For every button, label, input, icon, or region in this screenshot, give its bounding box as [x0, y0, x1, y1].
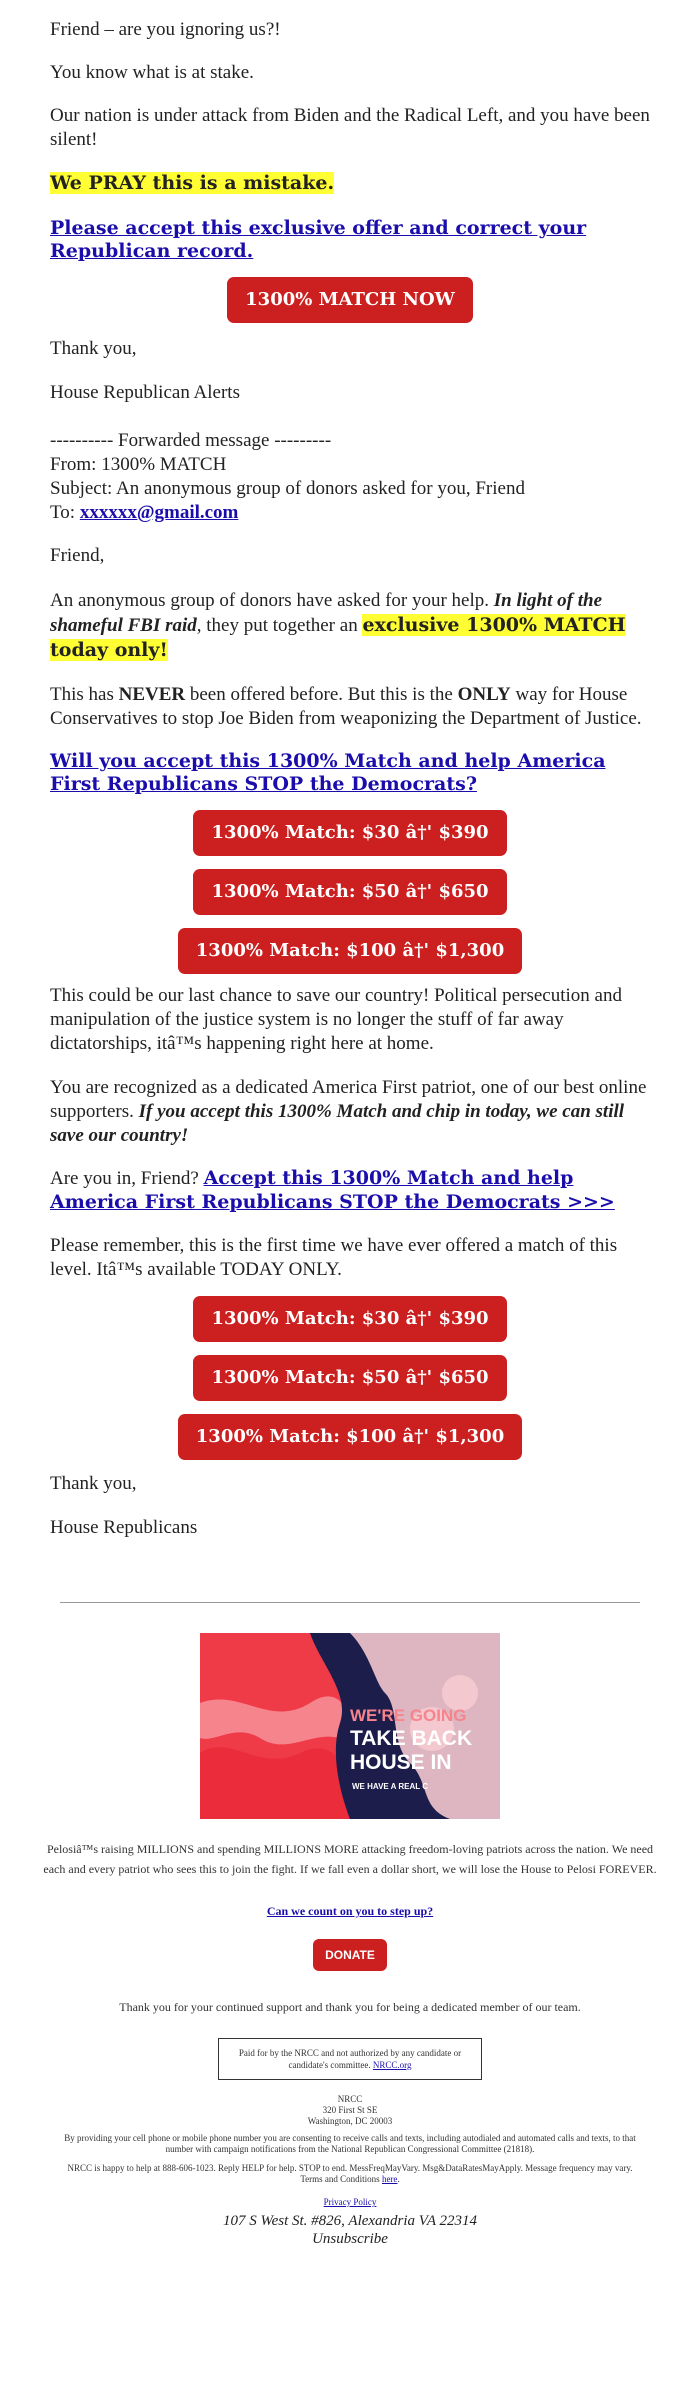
donors-paragraph — [50, 589, 650, 663]
privacy-policy-link[interactable]: Privacy Policy — [323, 2197, 377, 2207]
help-text: NRCC is happy to help at 888-606-1023. Reply HELP for help. STOP to end. MessFreqMayVary. Msg&DataRatesMayApply. Message frequency may vary. Terms and Conditions — [67, 2163, 633, 2184]
help-text-row: NRCC is happy to help at 888-606-1023. Reply HELP for help. STOP to end. MessFreqMayVary. Msg&DataRatesMayApply. Message frequency may vary. Terms and Conditions here. — [67, 2163, 633, 2184]
footer — [40, 1839, 660, 2248]
donors-mid: , they put together an — [196, 615, 363, 636]
never-post: way for House Conservatives to stop Joe Biden from weaponizing the Department of Justice. — [50, 684, 642, 729]
accept-match-link-2[interactable]: Accept this 1300% Match and help America First Republicans STOP the Democrats >>> — [50, 1167, 615, 1213]
never-bold: NEVER — [118, 684, 186, 705]
match-30-button-2[interactable]: 1300% Match: $30 â†' $390 — [193, 1296, 506, 1342]
paid-for-text: Paid for by the NRCC and not authorized by any candidate or candidate's committee. — [238, 2048, 462, 2070]
match-50-button-2[interactable]: 1300% Match: $50 â†' $650 — [193, 1355, 506, 1401]
match-30-button[interactable]: 1300% Match: $30 â†' $390 — [193, 810, 506, 856]
match-now-button[interactable]: 1300% MATCH NOW — [227, 277, 473, 323]
attack-text: Our nation is under attack from Biden and the Radical Left, and you have been silent! — [50, 105, 650, 150]
remember-paragraph: Please remember, this is the first time we have ever offered a match of this level. Itâ™s available TODAY ONLY. — [50, 1235, 618, 1280]
pray-highlight: We PRAY this is a mistake. — [50, 172, 335, 194]
accept-match-link[interactable]: Will you accept this 1300% Match and help America First Republicans STOP the Democrats? — [50, 750, 606, 795]
subject-line: Subject: An anonymous group of donors asked for you, Friend — [50, 478, 525, 499]
are-you-in-text: Are you in, Friend? — [50, 1168, 204, 1189]
hero-image — [200, 1633, 500, 1819]
to-line — [50, 501, 650, 525]
addr-line-2: 320 First St SE — [322, 2105, 378, 2115]
to-email-link[interactable]: xxxxxx@gmail.com — [79, 502, 239, 523]
paid-for-box — [218, 2038, 482, 2080]
consent-text: By providing your cell phone or mobile phone number you are consenting to receive calls and texts, including autodialed and automated calls and texts, to that number with campaign notifications from the National Republican Congressional Committee (21818). — [64, 2133, 636, 2154]
step-up-link[interactable]: Can we count on you to step up? — [266, 1904, 434, 1918]
recognized-pre: You are recognized as a dedicated America First patriot, one of our best online supporters. — [50, 1077, 647, 1122]
thank-you-text-2: Thank you, — [50, 1473, 137, 1494]
hero-text-3: HOUSE IN — [350, 1751, 452, 1774]
sender-name: House Republican Alerts — [50, 382, 240, 403]
never-mid: been offered before. But this is the — [185, 684, 458, 705]
match-100-button-2[interactable]: 1300% Match: $100 â†' $1,300 — [178, 1414, 522, 1460]
addr-line-3: Washington, DC 20003 — [307, 2116, 393, 2126]
street-address: 107 S West St. #826, Alexandria VA 22314 — [222, 2213, 478, 2229]
hero-text-1: WE'RE GOING — [350, 1706, 467, 1725]
offer-link[interactable]: Please accept this exclusive offer and correct your Republican record. — [50, 217, 587, 262]
pelosi-paragraph: Pelosiâ™s raising MILLIONS and spending MILLIONS MORE attacking freedom-loving patriots across the nation. We need each and every patriot who sees this to join the fight. If we fall even a dollar short, we will lose the House to Pelosi FOREVER. — [43, 1842, 657, 1876]
terms-link[interactable]: here — [381, 2174, 398, 2184]
greeting: Friend – are you ignoring us?! — [50, 19, 281, 40]
never-paragraph — [50, 683, 650, 731]
unsubscribe-link[interactable]: Unsubscribe — [312, 2231, 388, 2247]
sender-name-2: House Republicans — [50, 1517, 198, 1538]
match-100-button[interactable]: 1300% Match: $100 â†' $1,300 — [178, 928, 522, 974]
donors-intro: An anonymous group of donors have asked for your help. — [50, 590, 494, 611]
forwarded-header: ---------- Forwarded message --------- — [50, 430, 332, 451]
recognized-emphasis: If you accept this 1300% Match and chip in today, we can still save our country! — [50, 1101, 625, 1146]
from-line: From: 1300% MATCH — [50, 454, 227, 475]
thank-you-text: Thank you, — [50, 338, 137, 359]
thanks-text: Thank you for your continued support and thank you for being a dedicated member of our team. — [119, 2000, 581, 2014]
addr-line-1: NRCC — [337, 2094, 363, 2104]
stakes-text: You know what is at stake. — [50, 62, 254, 83]
exclusive-match-highlight: exclusive 1300% MATCH today only! — [50, 614, 626, 661]
pray-text — [50, 171, 650, 196]
last-chance-paragraph: This could be our last chance to save our country! Political persecution and manipulation of the justice system is no longer the stuff of far away dictatorships, itâ™s happening right here at home. — [50, 985, 622, 1054]
are-you-in-paragraph — [50, 1167, 650, 1215]
nrcc-link[interactable]: NRCC.org — [372, 2060, 412, 2070]
divider-row — [0, 1602, 700, 1603]
never-pre: This has — [50, 684, 119, 705]
friend-salutation: Friend, — [50, 545, 105, 566]
donate-button[interactable]: DONATE — [313, 1939, 387, 1971]
to-label: To: — [50, 502, 80, 523]
divider — [60, 1602, 640, 1603]
house-rally-graphic-icon — [200, 1633, 500, 1819]
address-block — [40, 2094, 660, 2127]
only-bold: ONLY — [457, 684, 511, 705]
fbi-raid-text: In light of the shameful FBI raid — [50, 590, 603, 636]
hero-text-2: TAKE BACK — [350, 1727, 473, 1750]
hero-row — [0, 1633, 700, 1819]
hero-text-4: WE HAVE A REAL C — [352, 1782, 429, 1791]
match-50-button[interactable]: 1300% Match: $50 â†' $650 — [193, 869, 506, 915]
recognized-paragraph — [50, 1076, 650, 1148]
